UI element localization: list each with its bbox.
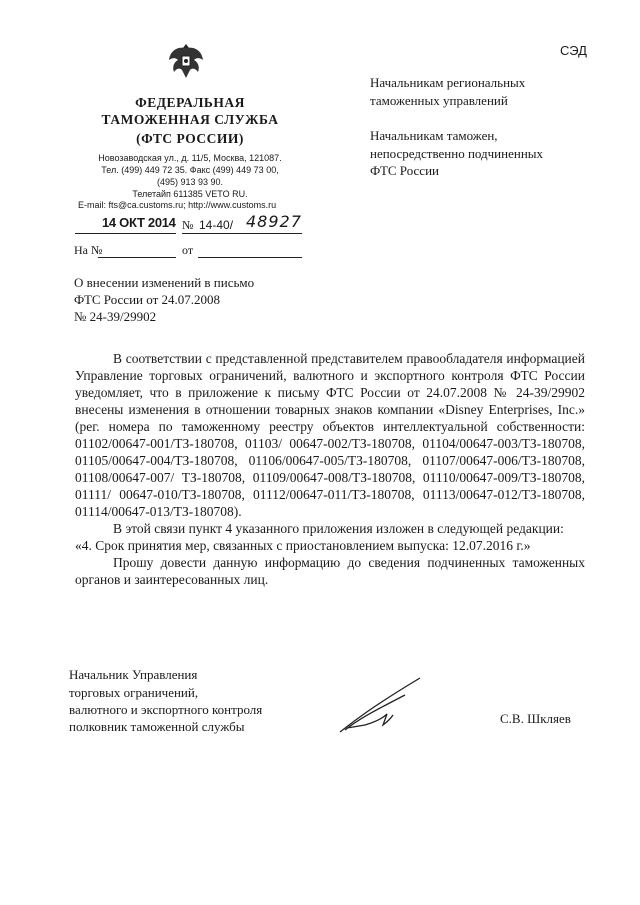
signatory-title-line: торговых ограничений,	[69, 685, 199, 700]
address-line: Новозаводская ул., д. 11/5, Москва, 121087.	[98, 153, 282, 163]
number-underline	[182, 233, 302, 234]
organization-name-line2: ТАМОЖЕННАЯ СЛУЖБА	[101, 112, 279, 127]
handwritten-signature	[335, 670, 425, 740]
email-web-line: E-mail: fts@ca.customs.ru; http://www.customs.ru	[78, 200, 277, 210]
signatory-rank-line: полковник таможенной службы	[69, 719, 245, 734]
subject-line: № 24-39/29902	[74, 309, 157, 324]
subject-line: О внесении изменений в письмо	[74, 275, 255, 290]
recipient-line: ФТС России	[370, 163, 439, 178]
body-paragraph-quote: «4. Срок принятия мер, связанных с приостановлением выпуска: 12.07.2016 г.»	[75, 538, 531, 553]
body-paragraph-request: Прошу довести данную информацию до сведения подчиненных таможенных органов и заинтересованных лиц.	[75, 555, 585, 587]
date-underline	[75, 233, 176, 234]
recipient-line: непосредственно подчиненных	[370, 146, 544, 161]
teletype-line: Телетайп 611385 VETO RU.	[132, 189, 248, 199]
edms-marker: СЭД	[560, 43, 587, 58]
reference-date-blank	[198, 257, 302, 258]
registration-number-label: №	[182, 218, 194, 232]
signatory-title-line: Начальник Управления	[69, 667, 198, 682]
registration-number-printed: 14-40/	[199, 218, 234, 232]
phone-line: (495) 913 93 90.	[156, 177, 224, 187]
phone-fax-line: Тел. (499) 449 72 35. Факс (499) 449 73 00,	[101, 165, 279, 175]
reference-number-blank	[98, 257, 176, 258]
state-emblem-icon	[166, 40, 206, 82]
signatory-title-line: валютного и экспортного контроля	[69, 702, 263, 717]
reference-number-label: На №	[74, 243, 103, 257]
body-paragraph-notification: В соответствии с представленной представителем правообладателя информацией Управление торговых ограничений, валютного и экспортного контроля ФТС России уведомляет, что в приложение к письму ФТС России от 24.07.2008 № 24-39/29902 внесены изменения в отношении товарных знаков компании «Disney Enterprises, Inc.» (рег. номера по таможенному реестру объектов интеллектуальной собственности: 01102/00647-001/ТЗ-180708, 01103/ 00647-002/ТЗ-180708, 01104/00647-003/ТЗ-180708, 01105/00647-004/ТЗ-180708, 01106/00647-005/ТЗ-180708, 01107/00647-006/ТЗ-180708, 01108/00647-007/ ТЗ-180708, 01109/00647-008/ТЗ-180708, 01110/00647-009/ТЗ-180708, 01111/ 00647-010/ТЗ-180708, 01112/00647-011/ТЗ-180708, 01113/00647-012/ТЗ-180708, 01114/00647-013/ТЗ-180708).	[75, 351, 585, 519]
signatory-name: С.В. Шкляев	[500, 711, 571, 726]
letter-body	[75, 350, 585, 588]
registration-date-stamp: 14 ОКТ 2014	[102, 215, 176, 230]
body-paragraph-amendment: В этой связи пункт 4 указанного приложения изложен в следующей редакции:	[113, 521, 564, 536]
organization-abbreviation: (ФТС РОССИИ)	[136, 131, 244, 146]
recipient-line: Начальникам региональных	[370, 75, 526, 90]
organization-name-line1: ФЕДЕРАЛЬНАЯ	[135, 95, 245, 110]
reference-date-label: от	[182, 243, 194, 257]
recipient-line: таможенных управлений	[370, 93, 508, 108]
recipient-line: Начальникам таможен,	[370, 128, 498, 143]
registration-number-handwritten: 48927	[246, 212, 302, 231]
subject-line: ФТС России от 24.07.2008	[74, 292, 221, 307]
